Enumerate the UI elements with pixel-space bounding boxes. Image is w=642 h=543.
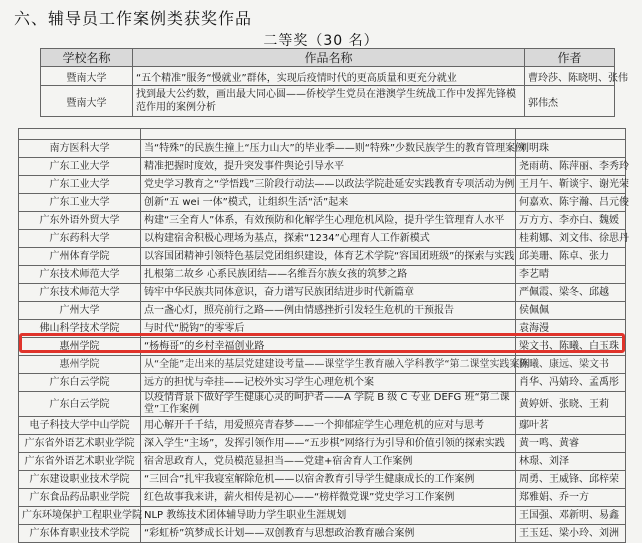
title-cell: “三回合”扎牢我寝室解除危机——以宿舍教育引导学生健康成长的工作案例	[141, 471, 516, 489]
table-row	[19, 230, 626, 248]
authors-cell: 袁海漫	[516, 320, 626, 338]
school-cell: 广州体育学院	[19, 248, 141, 266]
authors-cell: 郭伟杰	[525, 86, 615, 117]
table-row	[19, 248, 626, 266]
title-cell: 与时代“脱钩”的零零后	[141, 320, 516, 338]
authors-cell: 肖华、冯婧玲、孟禹彤	[516, 374, 626, 392]
authors-cell: 王国强、邓新明、易鑫	[516, 507, 626, 525]
school-cell	[19, 129, 141, 140]
title-cell: 党史学习教育之“学悟践”三阶段行动法——以政法学院赴延安实践教育专项活动为例	[141, 176, 516, 194]
title-cell: 远方的担忧与牵挂——记校外实习学生心理危机个案	[141, 374, 516, 392]
school-cell: 广东建设职业技术学院	[19, 471, 141, 489]
authors-cell: 万方方、李亦白、魏媛	[516, 212, 626, 230]
table-row	[19, 129, 626, 140]
school-cell: 广东技术师范大学	[19, 284, 141, 302]
header-authors: 作者	[525, 49, 615, 67]
authors-cell: 鄢叶茗	[516, 417, 626, 435]
table-row	[19, 525, 626, 543]
title-cell: 红色故事我来讲，薪火相传是初心——“榜样微党课”党史学习工作案例	[141, 489, 516, 507]
header-title: 作品名称	[133, 49, 525, 67]
school-cell: 广东技术师范大学	[19, 266, 141, 284]
table-row	[19, 320, 626, 338]
school-cell: 广州大学	[19, 302, 141, 320]
school-cell: 广东食品药品职业学院	[19, 489, 141, 507]
school-cell: 暨南大学	[41, 67, 133, 86]
authors-cell: 王月午、靳谈宇、谢光荣	[516, 176, 626, 194]
table-row	[19, 140, 626, 158]
table-row	[19, 374, 626, 392]
table-row	[41, 86, 615, 117]
school-cell: 广东药科大学	[19, 230, 141, 248]
school-cell: 电子科技大学中山学院	[19, 417, 141, 435]
title-cell: 精准把握时度效，提升突发事件舆论引导水平	[141, 158, 516, 176]
authors-cell: 曹玲莎、陈晓明、张伟	[525, 67, 615, 86]
title-cell: 深入学生“主场”，发挥引领作用——“五步棋”网络行为引导和价值引领的探索实践	[141, 435, 516, 453]
authors-cell: 刘明珠	[516, 140, 626, 158]
table-row	[19, 302, 626, 320]
authors-cell: 桂莉娜、刘文伟、徐思丹	[516, 230, 626, 248]
authors-cell: 周勇、王威锋、邱梓荣	[516, 471, 626, 489]
authors-cell: 陈曦、康远、梁文书	[516, 356, 626, 374]
title-cell: 宿舍思政育人，党员模范显担当——党建+宿舍育人工作案例	[141, 453, 516, 471]
school-cell: 广东工业大学	[19, 176, 141, 194]
title-cell: 用心解开千千结，用爱照亮青春梦——一个抑郁症学生心理危机的应对与思考	[141, 417, 516, 435]
school-cell: 广东外语外贸大学	[19, 212, 141, 230]
authors-cell: 何嘉欢、陈宇瀚、吕元俊	[516, 194, 626, 212]
table-row	[19, 158, 626, 176]
school-cell: 广东省外语艺术职业学院	[19, 453, 141, 471]
authors-cell: 黄一鸣、黄睿	[516, 435, 626, 453]
authors-cell: 尧雨萌、陈萍丽、李秀玲	[516, 158, 626, 176]
title-cell: 构建“三全育人”体系，有效预防和化解学生心理危机风险，提升学生管理育人水平	[141, 212, 516, 230]
title-cell: “杨梅哥”的乡村幸福创业路	[141, 338, 516, 356]
table-row	[19, 212, 626, 230]
table-row	[19, 284, 626, 302]
table-row	[19, 507, 626, 525]
table-header-row	[41, 49, 615, 67]
title-cell: 当“特殊”的民族生撞上“压力山大”的毕业季——则“特殊”少数民族学生的教育管理案例	[141, 140, 516, 158]
school-cell: 广东白云学院	[19, 392, 141, 417]
authors-cell: 侯佩佩	[516, 302, 626, 320]
school-cell: 广东工业大学	[19, 194, 141, 212]
award-table-top	[40, 48, 628, 117]
school-cell: 南方医科大学	[19, 140, 141, 158]
title-cell: 以疫情背景下做好学生健康心灵的呵护者——A 学院 B 级 C 专业 DEFG 班“第二课堂”工作案例	[141, 392, 516, 417]
title-cell: 点一盏心灯，照亮前行之路——例由情感挫折引发轻生危机的干预报告	[141, 302, 516, 320]
table-row	[19, 266, 626, 284]
award-title: 二等奖（30 名）	[263, 33, 379, 49]
authors-cell: 邱美珊、陈卓、张力	[516, 248, 626, 266]
table-row	[41, 67, 615, 86]
table-row	[19, 453, 626, 471]
title-cell: 以容国团精神引领特色基层党团组织建设，体育艺术学院“容国团班级”的探索与实践	[141, 248, 516, 266]
authors-cell: 严佩霞、梁冬、邱越	[516, 284, 626, 302]
title-cell: 创新“五 wei 一体”模式，让组织生活“活”起来	[141, 194, 516, 212]
authors-cell: 黄婷妍、张晓、王莉	[516, 392, 626, 417]
title-cell: 从“全能”走出来的基层党建建设考量——课堂学生教育融入学科教学“第二课堂实践案例	[141, 356, 516, 374]
title-cell: 铸牢中华民族共同体意识，奋力谱写民族团结进步时代新篇章	[141, 284, 516, 302]
authors-cell: 李艺晴	[516, 266, 626, 284]
table-row	[19, 417, 626, 435]
title-cell: NLP 教练技术团体辅导助力学生职业生涯规划	[141, 507, 516, 525]
table-row	[19, 489, 626, 507]
authors-cell: 郑雅娟、乔一方	[516, 489, 626, 507]
award-table-main	[18, 128, 629, 543]
table-row	[19, 194, 626, 212]
school-cell: 广东体育职业技术学院	[19, 525, 141, 543]
school-cell: 佛山科学技术学院	[19, 320, 141, 338]
school-cell: 暨南大学	[41, 86, 133, 117]
authors-cell: 王玉廷、梁小玲、刘洲	[516, 525, 626, 543]
title-cell: 找到最大公约数，画出最大同心圆——侨校学生党员在港澳学生统战工作中发挥先锋模范作用的案例分析	[133, 86, 525, 117]
school-cell: 广东环境保护工程职业学院	[19, 507, 141, 525]
school-cell: 惠州学院	[19, 356, 141, 374]
header-school: 学校名称	[41, 49, 133, 67]
school-cell: 广东省外语艺术职业学院	[19, 435, 141, 453]
title-cell: 以构建宿舍积极心理场为基点，探索“1234”心理育人工作新模式	[141, 230, 516, 248]
table-row	[19, 392, 626, 417]
school-cell: 惠州学院	[19, 338, 141, 356]
title-cell: 扎根第二故乡 心系民族团结——名维吾尔族女孩的筑梦之路	[141, 266, 516, 284]
school-cell: 广东白云学院	[19, 374, 141, 392]
table-row	[19, 338, 626, 356]
section-title: 六、辅导员工作案例类获奖作品	[14, 9, 253, 28]
table-row	[19, 435, 626, 453]
table-row	[19, 471, 626, 489]
title-cell: “彩虹桥”筑梦成长计划——双创教育与思想政治教育融合案例	[141, 525, 516, 543]
title-cell	[141, 129, 516, 140]
table-row	[19, 356, 626, 374]
table-row	[19, 176, 626, 194]
school-cell: 广东工业大学	[19, 158, 141, 176]
authors-cell	[516, 129, 626, 140]
authors-cell: 梁文书、陈曦、白玉珠	[516, 338, 626, 356]
title-cell: “五个精准”服务“慢就业”群体，实现后疫情时代的更高质量和更充分就业	[133, 67, 525, 86]
authors-cell: 林璟、刘泽	[516, 453, 626, 471]
